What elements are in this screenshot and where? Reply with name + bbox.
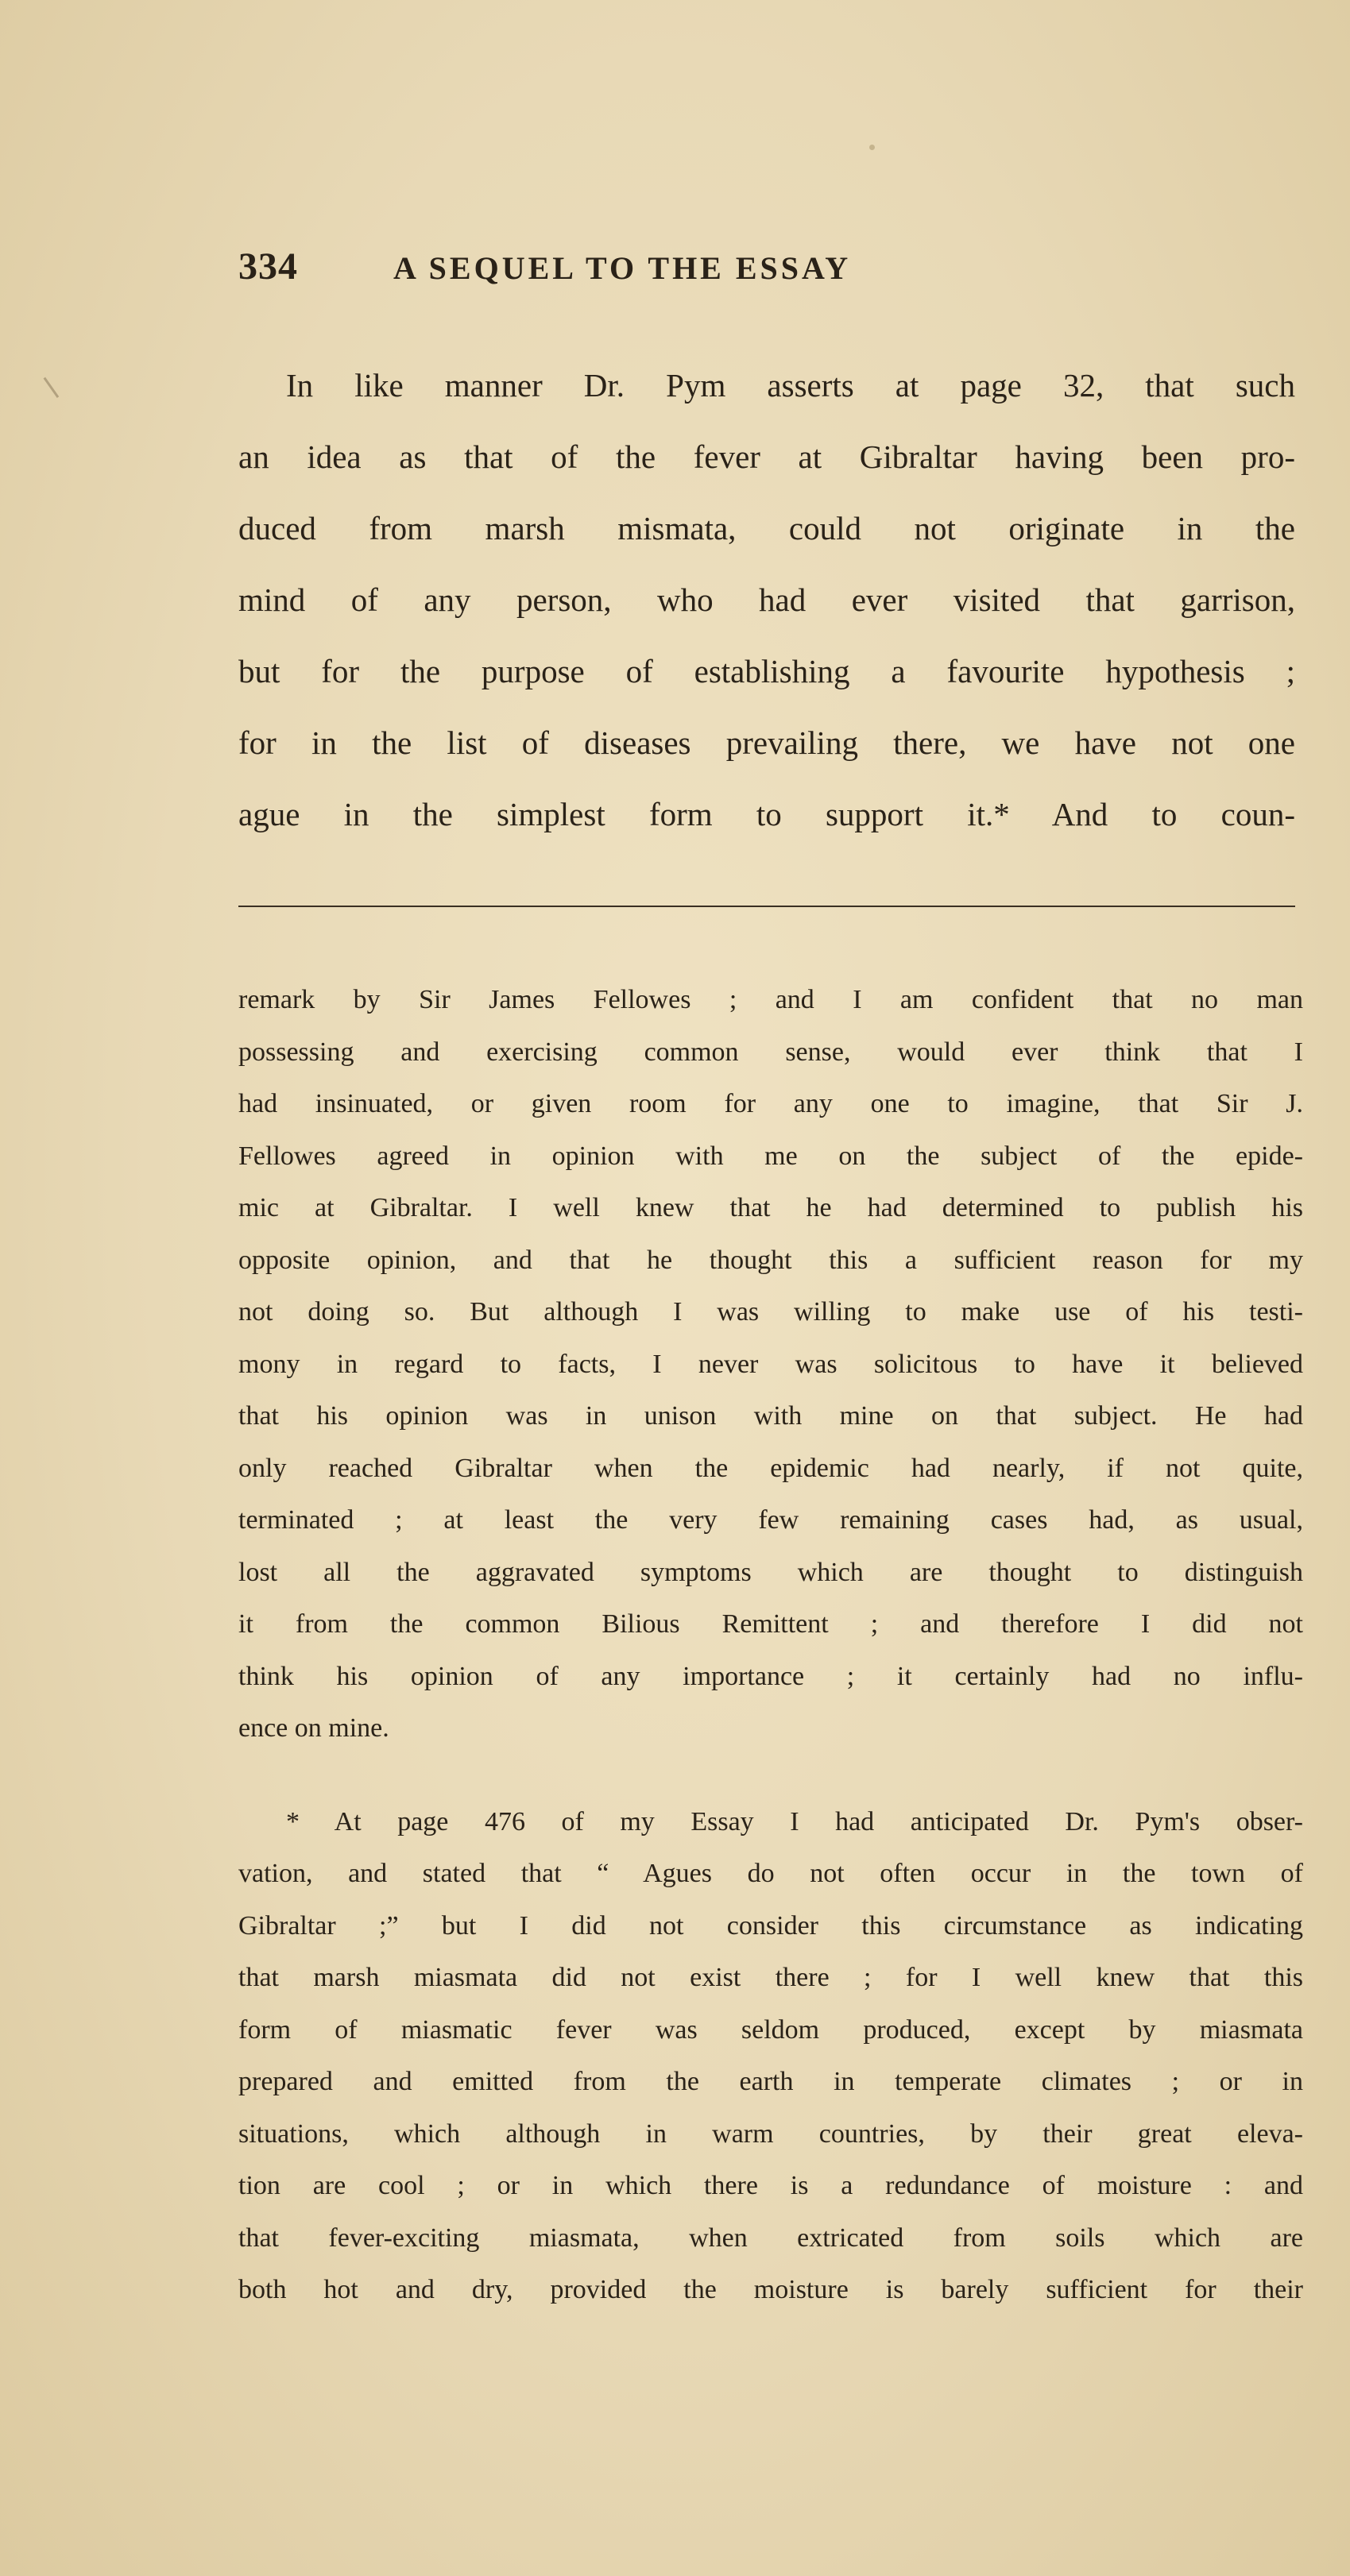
footnote-line: it from the common Bilious Remittent ; and therefore I did not [238, 1609, 1303, 1639]
footnote-line: think his opinion of any importance ; it certainly had no influ- [238, 1661, 1303, 1691]
text-line: but for the purpose of establishing a favourite hypothesis ; [238, 653, 1295, 689]
footnote-line: terminated ; at least the very few remaining cases had, as usual, [238, 1505, 1303, 1535]
margin-pencil-mark [44, 373, 66, 398]
footnote-line: mic at Gibraltar. I well knew that he had determined to publish his [238, 1193, 1303, 1222]
footnotes [238, 974, 1303, 2316]
running-head [238, 245, 1065, 288]
footnote-line: situations, which although in warm countries, by their great eleva- [238, 2118, 1303, 2149]
footnote-line: * At page 476 of my Essay I had anticipated Dr. Pym's obser- [286, 1806, 1303, 1836]
footnote-rule [238, 906, 1295, 907]
footnote-line: possessing and exercising common sense, would ever think that I [238, 1037, 1303, 1067]
main-text [238, 350, 1295, 850]
footnote-line: opposite opinion, and that he thought this a sufficient reason for my [238, 1245, 1303, 1275]
paper-spot [869, 145, 875, 150]
footnote-line: prepared and emitted from the earth in temperate climates ; or in [238, 2067, 1303, 2096]
footnote-line: had insinuated, or given room for any one to imagine, that Sir J. [238, 1089, 1303, 1118]
footnote-line: not doing so. But although I was willing to make use of his testi- [238, 1297, 1303, 1327]
text-line: ague in the simplest form to support it.* And to coun- [238, 796, 1295, 832]
footnote-line: that his opinion was in unison with mine on that subject. He had [238, 1401, 1303, 1431]
footnote-gap [238, 1755, 1303, 1796]
footnote-line: ence on mine. [238, 1713, 389, 1743]
footnote-line: Gibraltar ;” but I did not consider this circumstance as indicating [238, 1910, 1303, 1941]
text-line: an idea as that of the fever at Gibraltar having been pro- [238, 438, 1295, 475]
page-number: 334 [238, 245, 298, 288]
footnote-line: vation, and stated that “ Agues do not often occur in the town of [238, 1859, 1303, 1888]
running-title: A SEQUEL TO THE ESSAY [393, 250, 852, 286]
footnote-line: that marsh miasmata did not exist there ; for I well knew that this [238, 1963, 1303, 1992]
footnote-line: Fellowes agreed in opinion with me on the subject of the epide- [238, 1141, 1303, 1171]
footnote-line: that fever-exciting miasmata, when extricated from soils which are [238, 2223, 1303, 2253]
footnote-line: lost all the aggravated symptoms which are thought to distinguish [238, 1557, 1303, 1587]
footnote-line: tion are cool ; or in which there is a redundance of moisture : and [238, 2171, 1303, 2200]
text-line: duced from marsh mismata, could not originate in the [238, 510, 1295, 546]
footnote-line: mony in regard to facts, I never was solicitous to have it believed [238, 1349, 1303, 1379]
text-line: mind of any person, who had ever visited that garrison, [238, 581, 1295, 618]
footnote-line: form of miasmatic fever was seldom produced, except by miasmata [238, 2014, 1303, 2045]
text-line: for in the list of diseases prevailing there, we have not one [238, 724, 1295, 761]
footnote-line: both hot and dry, provided the moisture is barely sufficient for their [238, 2275, 1303, 2304]
text-line: In like manner Dr. Pym asserts at page 32, that such [286, 367, 1295, 404]
footnote-line: remark by Sir James Fellowes ; and I am confident that no man [238, 985, 1303, 1014]
footnote-line: only reached Gibraltar when the epidemic had nearly, if not quite, [238, 1453, 1303, 1483]
